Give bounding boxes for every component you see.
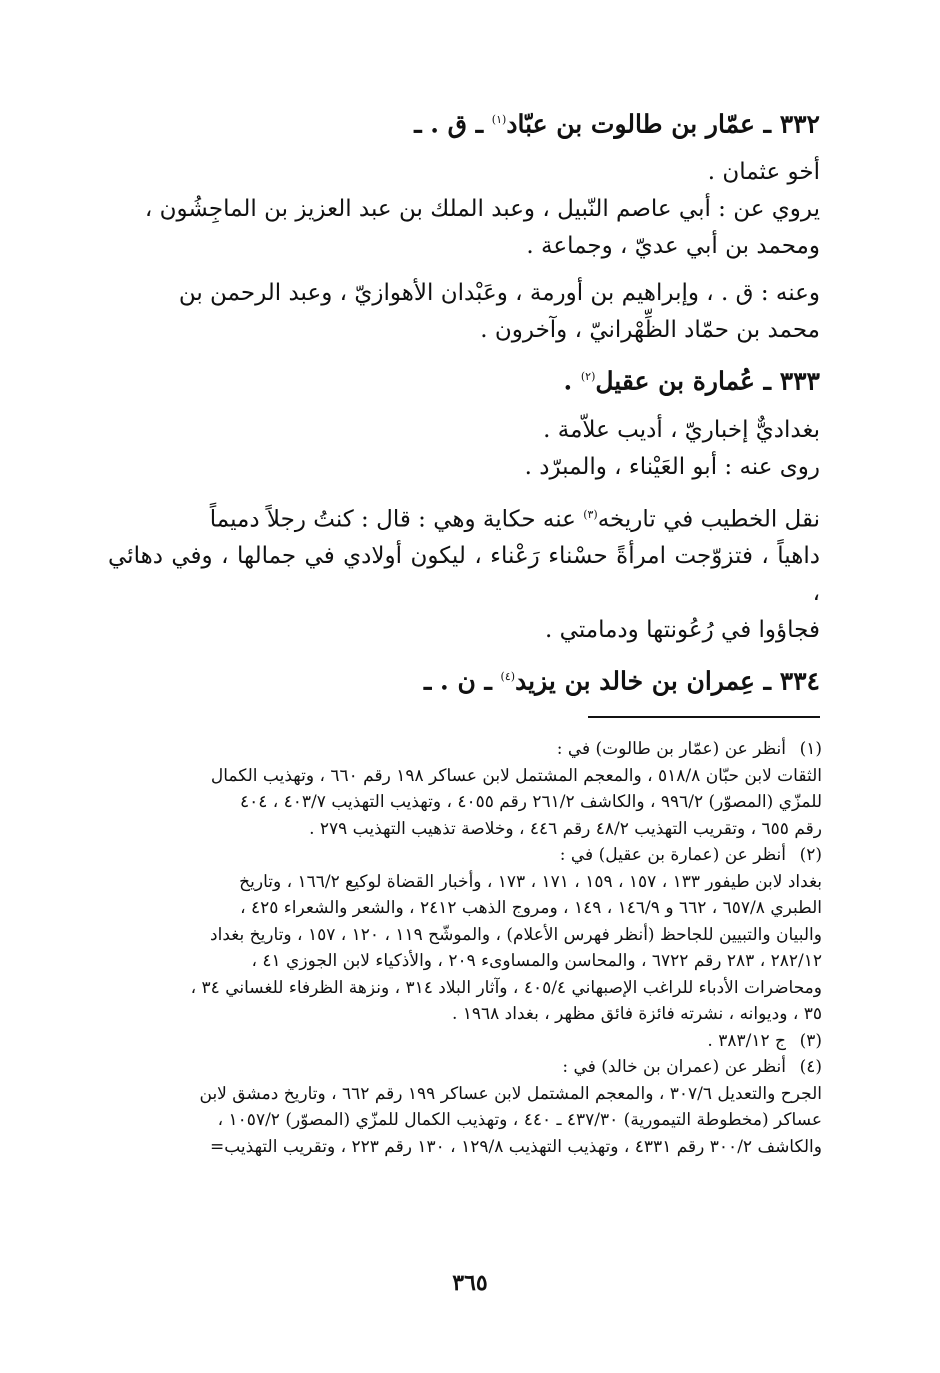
entry-heading-suffix: . bbox=[563, 366, 581, 396]
footnote-line: رقم ٦٥٥ ، وتقريب التهذيب ٤٨/٢ رقم ٤٤٦ ، وخلاصة تذهيب التهذيب ٢٧٩ . bbox=[309, 818, 822, 839]
footnote-marker: (٣) bbox=[583, 507, 598, 521]
main-text bbox=[108, 102, 820, 712]
footnote-number: (٣) bbox=[799, 1030, 822, 1051]
entry-heading-suffix: ـ ق . ـ bbox=[414, 109, 492, 139]
footnote-line: والبيان والتبيين للجاحظ (أنظر فهرس الأعلام) ، والموشّح ١١٩ ، ١٢٠ ، ١٥٧ ، وتاريخ بغداد bbox=[210, 924, 822, 945]
entry-heading bbox=[108, 102, 820, 142]
footnote-marker: (٤) bbox=[500, 670, 516, 684]
footnote-line: ومحاضرات الأدباء للراغب الإصبهاني ٤٠٥/٤ ، وآثار البلاد ٣١٤ ، ونزهة الظرفاء للغساني ٣٤ ، bbox=[190, 977, 822, 998]
entry-334 bbox=[108, 659, 820, 699]
footnote-head bbox=[110, 1054, 822, 1081]
text-line: أخو عثمان . bbox=[707, 159, 820, 186]
footnote-line: عساكر (مخطوطة التيمورية) ٤٣٧/٣٠ ـ ٤٤٠ ، وتهذيب الكمال للمزّي (المصوّر) ١٠٥٧/٢ ، bbox=[217, 1110, 822, 1130]
text-line: محمد بن حمّاد الظِّهْرانيّ ، وآخرون . bbox=[480, 317, 820, 344]
page-number: ٣٦٥ bbox=[452, 1270, 488, 1296]
footnote-marker: (١) bbox=[491, 113, 507, 126]
footnote-head bbox=[110, 1028, 822, 1055]
text-span: نقل الخطيب في تاريخه bbox=[597, 506, 820, 533]
entry-heading-text: ٣٣٣ ـ عُمارة بن عقيل bbox=[595, 366, 820, 396]
footnote-line: للمزّي (المصوّر) ٩٩٦/٢ ، والكاشف ٢٦١/٢ رقم ٤٠٥٥ ، وتهذيب التهذيب ٤٠٣/٧ ، ٤٠٤ bbox=[239, 792, 822, 812]
text-line: وعنه : ق . ، وإبراهيم بن أورمة ، وعَبْدان الأهوازيّ ، وعبد الرحمن بن bbox=[178, 280, 820, 307]
footnote-head bbox=[110, 842, 822, 869]
footnote-divider bbox=[588, 716, 820, 718]
footnote-line: بغداد لابن طيفور ١٣٣ ، ١٥٧ ، ١٥٩ ، ١٧١ ، ١٧٣ ، وأخبار القضاة لوكيع ١٦٦/٢ ، وتاريخ bbox=[239, 871, 822, 892]
footnote-line: ٢٨٢/١٢ ، ٢٨٣ رقم ٦٧٢٢ ، والمحاسن والمساوىء ٢٠٩ ، والأذكياء لابن الجوزي ٤١ ، bbox=[251, 951, 822, 971]
footnote-line: الطبري ٦٥٧/٨ ، ٦٦٢ و ١٤٦/٩ ، ١٤٩ ، ومروج الذهب ٢٤١٢ ، والشعر والشعراء ٤٢٥ ، bbox=[240, 898, 822, 918]
footnote-1 bbox=[110, 736, 822, 842]
text-line: بغداديٌّ إخباريّ ، أديب علاّمة . bbox=[543, 416, 820, 443]
footnote-head bbox=[110, 736, 822, 763]
text-line: ومحمد بن أبي عديّ ، وجماعة . bbox=[526, 233, 820, 260]
footnote-head-text: أنظر عن (عمّار بن طالوت) في : bbox=[556, 739, 786, 759]
footnote-number: (٤) bbox=[799, 1057, 822, 1077]
footnote-head-text: أنظر عن (عمارة بن عقيل) في : bbox=[559, 845, 786, 865]
footnote-line: ٣٥ ، وديوانه ، نشرته فائزة فائق مظهر ، بغداد ١٩٦٨ . bbox=[451, 1004, 822, 1024]
entry-heading-text: ٣٣٢ ـ عمّار بن طالوت بن عبّاد bbox=[506, 109, 820, 139]
footnote-marker: (٢) bbox=[580, 370, 596, 384]
entry-332 bbox=[108, 102, 820, 349]
entry-heading bbox=[108, 359, 820, 399]
text-line: روى عنه : أبو العَيْناء ، والمبرّد . bbox=[524, 453, 820, 480]
entry-heading-text: ٣٣٤ ـ عِمران بن خالد بن يزيد bbox=[515, 666, 820, 696]
entry-333 bbox=[108, 359, 820, 649]
entry-heading-suffix: ـ ن . ـ bbox=[424, 666, 501, 696]
footnotes bbox=[110, 736, 822, 1160]
footnote-line: الجرح والتعديل ٣٠٧/٦ ، والمعجم المشتمل لابن عساكر ١٩٩ رقم ٦٦٢ ، وتاريخ دمشق لابن bbox=[199, 1083, 822, 1104]
footnote-4 bbox=[110, 1054, 822, 1160]
entry-heading bbox=[108, 659, 820, 699]
footnote-number: (٢) bbox=[799, 845, 822, 865]
footnote-head-text: أنظر عن (عمران بن خالد) في : bbox=[562, 1057, 786, 1077]
footnote-number: (١) bbox=[799, 739, 822, 759]
text-line bbox=[108, 496, 820, 539]
footnote-line: والكاشف ٣٠٠/٢ رقم ٤٣٣١ ، وتهذيب التهذيب ١٢٩/٨ ، ١٣٠ رقم ٢٢٣ ، وتقريب التهذيب= bbox=[209, 1136, 822, 1157]
footnote-head-text: ج ٣٨٣/١٢ . bbox=[707, 1030, 786, 1051]
text-span: عنه حكاية وهي : قال : كنتُ رجلاً دميماً bbox=[209, 506, 584, 533]
footnote-line: الثقات لابن حبّان ٥١٨/٨ ، والمعجم المشتمل لابن عساكر ١٩٨ رقم ٦٦٠ ، وتهذيب الكمال bbox=[210, 765, 822, 786]
text-line: يروي عن : أبي عاصم النّبيل ، وعبد الملك بن عبد العزيز بن الماجِشُون ، bbox=[144, 196, 820, 223]
footnote-3 bbox=[110, 1028, 822, 1055]
footnote-2 bbox=[110, 842, 822, 1028]
text-line: داهياً ، فتزوّجت امرأةً حسْناء رَعْناء ، ليكون أولادي في جمالها ، وفي دهائي ، bbox=[108, 543, 820, 607]
text-line: فجاؤوا في رُعُونتها ودمامتي . bbox=[545, 617, 820, 644]
